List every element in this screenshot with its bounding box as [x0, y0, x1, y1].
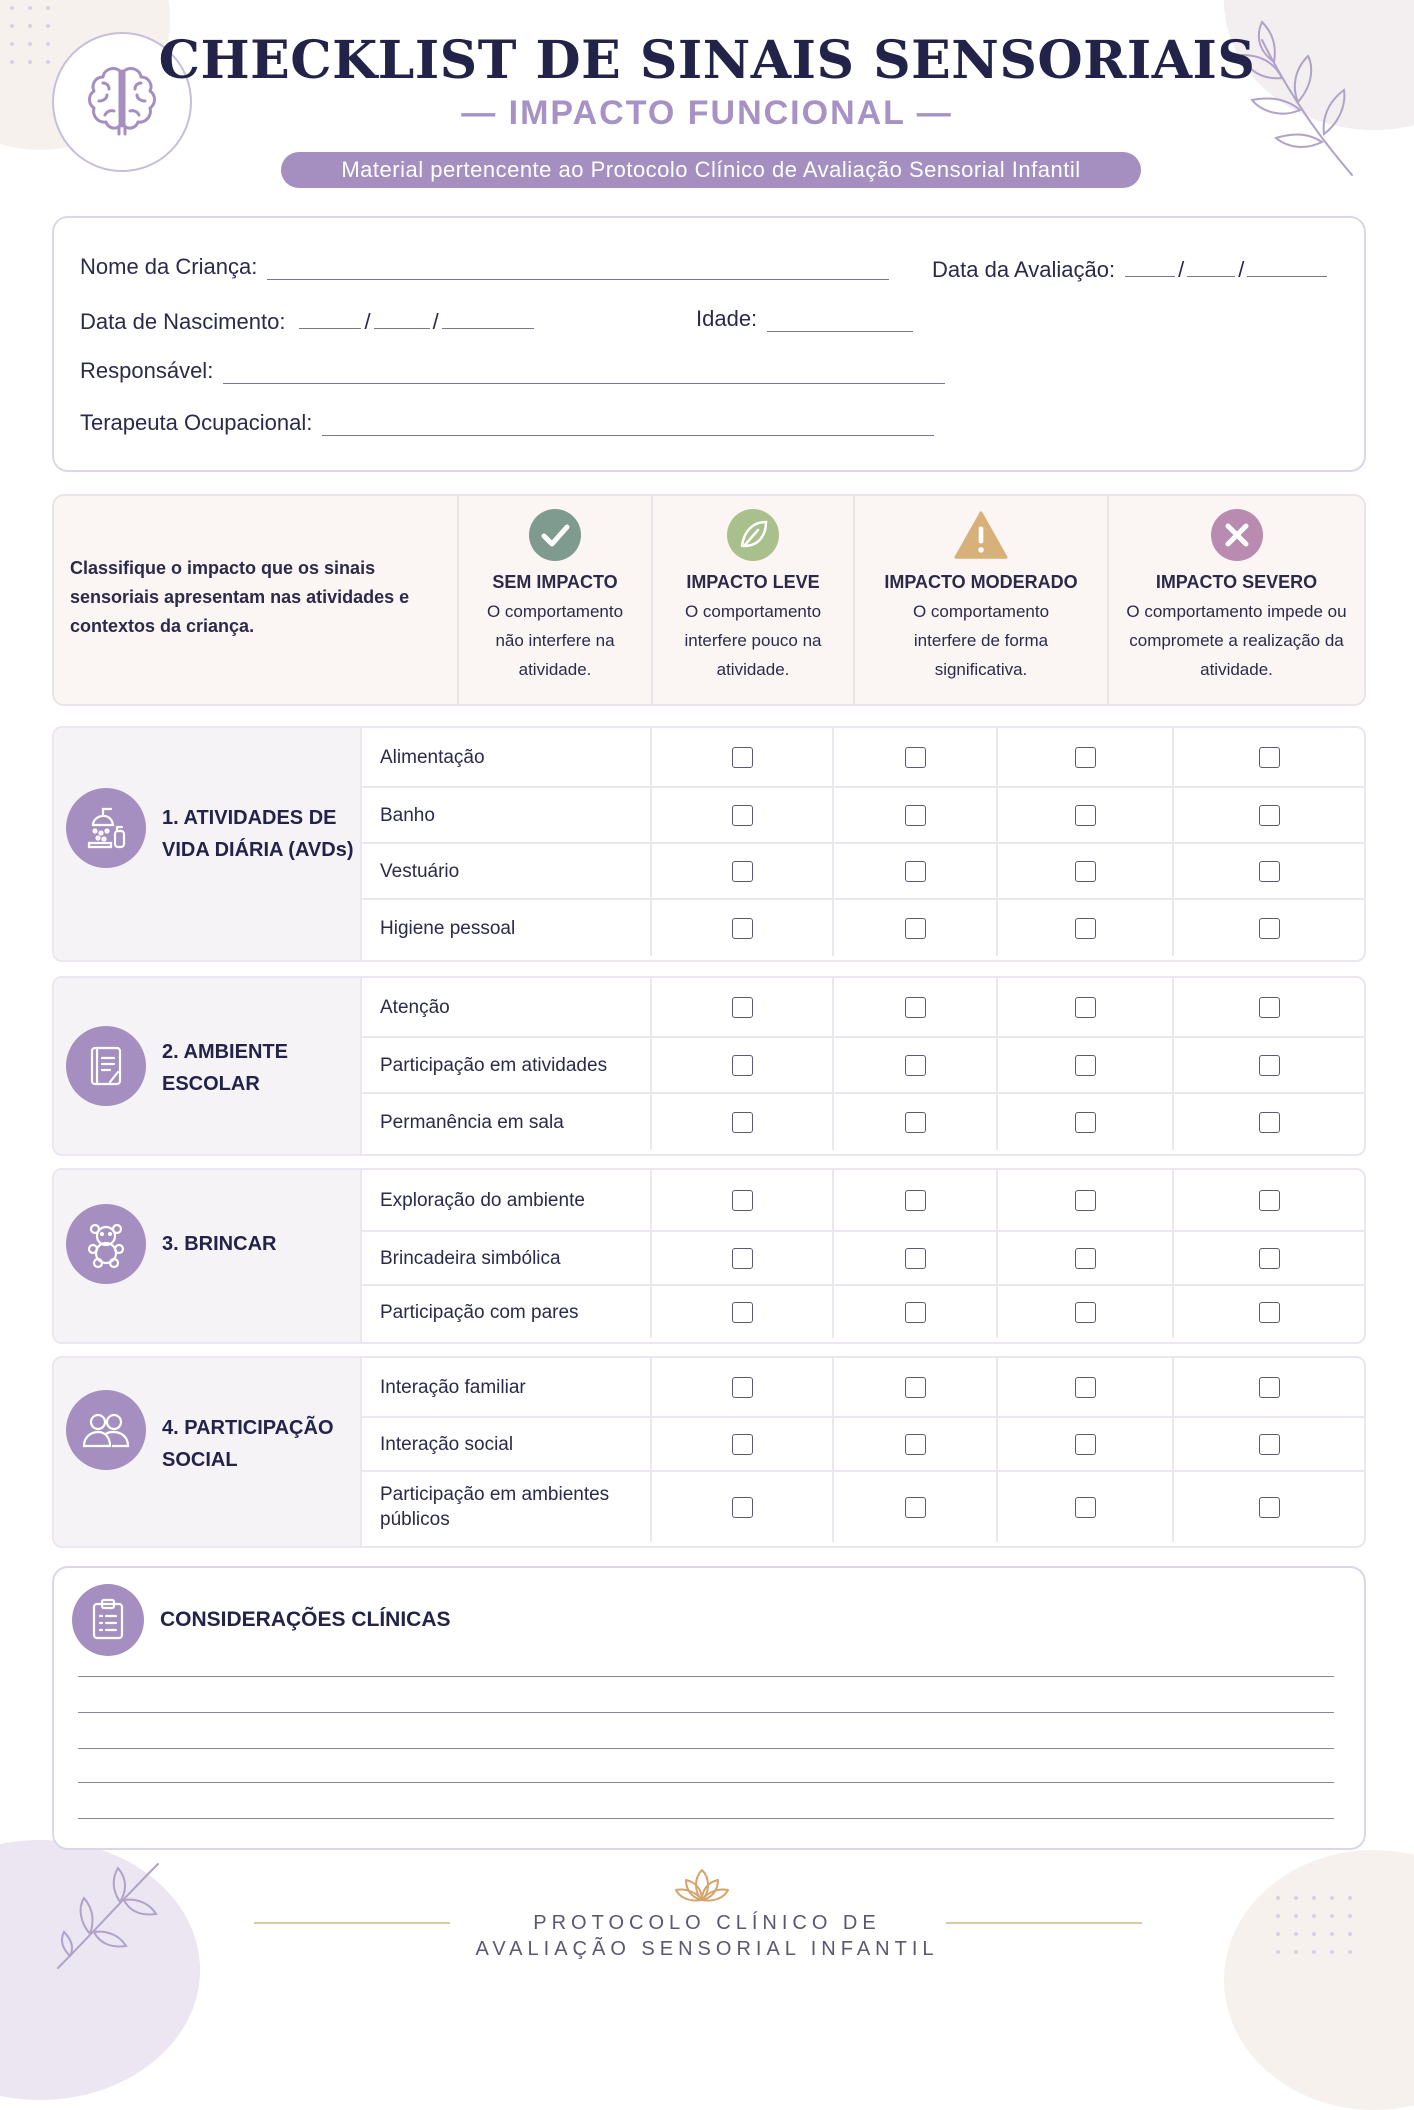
- legend-no-impact: [459, 496, 653, 704]
- table-row: [360, 1358, 1364, 1418]
- table-row: [360, 1170, 1364, 1232]
- cell-no-impact: [652, 844, 834, 898]
- table-row: [360, 1472, 1364, 1542]
- checkbox-no-impact[interactable]: [732, 1190, 753, 1211]
- leaf-icon: [726, 508, 780, 562]
- cell-moderate-impact: [998, 844, 1174, 898]
- footer-line-1: PROTOCOLO CLÍNICO DE: [533, 1912, 881, 1934]
- checkbox-no-impact[interactable]: [732, 805, 753, 826]
- checkbox-moderate-impact[interactable]: [1075, 805, 1096, 826]
- section-school: [52, 976, 1366, 1156]
- cell-no-impact: [652, 1418, 834, 1470]
- cell-severe-impact: [1174, 1094, 1364, 1150]
- checkbox-severe-impact[interactable]: [1259, 1497, 1280, 1518]
- checkbox-moderate-impact[interactable]: [1075, 1377, 1096, 1398]
- section-avds: [52, 726, 1366, 962]
- cell-no-impact: [652, 1038, 834, 1092]
- checkbox-no-impact[interactable]: [732, 1434, 753, 1455]
- warning-icon: [954, 508, 1008, 562]
- cell-severe-impact: [1174, 1232, 1364, 1284]
- checkbox-severe-impact[interactable]: [1259, 1434, 1280, 1455]
- cell-moderate-impact: [998, 728, 1174, 786]
- cell-severe-impact: [1174, 900, 1364, 956]
- checkbox-severe-impact[interactable]: [1259, 1112, 1280, 1133]
- guardian-line[interactable]: [223, 361, 945, 384]
- checkbox-light-impact[interactable]: [905, 918, 926, 939]
- row-label: Alimentação: [360, 728, 652, 786]
- checkbox-moderate-impact[interactable]: [1075, 1434, 1096, 1455]
- checkbox-moderate-impact[interactable]: [1075, 861, 1096, 882]
- cell-no-impact: [652, 900, 834, 956]
- guardian-field[interactable]: [80, 358, 945, 384]
- cell-light-impact: [834, 1286, 998, 1338]
- cell-severe-impact: [1174, 1286, 1364, 1338]
- table-row: [360, 978, 1364, 1038]
- checkbox-no-impact[interactable]: [732, 997, 753, 1018]
- section-social: [52, 1356, 1366, 1548]
- row-label: Vestuário: [360, 844, 652, 898]
- checkbox-light-impact[interactable]: [905, 1302, 926, 1323]
- impact-legend: [52, 494, 1366, 706]
- checkbox-no-impact[interactable]: [732, 1497, 753, 1518]
- birth-date-field[interactable]: Data de Nascimento: / /: [80, 306, 534, 335]
- table-row: [360, 1094, 1364, 1150]
- eval-date-label: Data da Avaliação:: [932, 257, 1116, 282]
- cell-moderate-impact: [998, 1286, 1174, 1338]
- checkbox-light-impact[interactable]: [905, 1497, 926, 1518]
- checkbox-severe-impact[interactable]: [1259, 1055, 1280, 1076]
- legend-moderate-impact: [855, 496, 1109, 704]
- cell-moderate-impact: [998, 978, 1174, 1036]
- cell-severe-impact: [1174, 1038, 1364, 1092]
- legend-severe-impact: [1109, 496, 1364, 704]
- row-label: Interação familiar: [360, 1358, 652, 1416]
- cell-moderate-impact: [998, 1038, 1174, 1092]
- table-row: [360, 1286, 1364, 1338]
- teddy-bear-icon: [66, 1204, 146, 1284]
- footer-line-2: AVALIAÇÃO SENSORIAL INFANTIL: [475, 1938, 939, 1960]
- table-row: [360, 1232, 1364, 1286]
- row-label: Participação em atividades: [360, 1038, 652, 1092]
- cell-light-impact: [834, 1038, 998, 1092]
- legend-description: O comportamento impede ou compromete a realização da atividade.: [1126, 602, 1347, 679]
- cell-light-impact: [834, 788, 998, 842]
- section-header: [54, 1358, 362, 1546]
- row-label: Exploração do ambiente: [360, 1170, 652, 1230]
- clinical-notes-box: [52, 1566, 1366, 1850]
- checkbox-moderate-impact[interactable]: [1075, 1055, 1096, 1076]
- checkbox-severe-impact[interactable]: [1259, 1377, 1280, 1398]
- section-play: [52, 1168, 1366, 1344]
- checkbox-no-impact[interactable]: [732, 1055, 753, 1076]
- checkbox-no-impact[interactable]: [732, 1112, 753, 1133]
- notes-line[interactable]: [78, 1818, 1334, 1819]
- checkbox-light-impact[interactable]: [905, 805, 926, 826]
- table-row: [360, 844, 1364, 900]
- clinical-title: CONSIDERAÇÕES CLÍNICAS: [160, 1608, 451, 1631]
- child-name-label: Nome da Criança:: [80, 254, 258, 279]
- cell-light-impact: [834, 1418, 998, 1470]
- row-label: Brincadeira simbólica: [360, 1232, 652, 1284]
- section-title: 2. AMBIENTE ESCOLAR: [162, 1041, 288, 1095]
- section-header: [54, 728, 362, 960]
- checkbox-no-impact[interactable]: [732, 1248, 753, 1269]
- check-icon: [528, 508, 582, 562]
- checkbox-no-impact[interactable]: [732, 918, 753, 939]
- cell-severe-impact: [1174, 728, 1364, 786]
- cell-severe-impact: [1174, 1170, 1364, 1230]
- notes-line[interactable]: [78, 1748, 1334, 1749]
- cell-moderate-impact: [998, 1232, 1174, 1284]
- checkbox-light-impact[interactable]: [905, 1377, 926, 1398]
- section-title: 1. ATIVIDADES DE VIDA DIÁRIA (AVDs): [162, 807, 354, 861]
- therapist-field[interactable]: [80, 410, 934, 436]
- cell-light-impact: [834, 844, 998, 898]
- table-row: [360, 900, 1364, 956]
- row-label: Permanência em sala: [360, 1094, 652, 1150]
- cell-no-impact: [652, 728, 834, 786]
- eval-date-field[interactable]: Data da Avaliação: / /: [932, 254, 1327, 283]
- checkbox-moderate-impact[interactable]: [1075, 1248, 1096, 1269]
- checkbox-severe-impact[interactable]: [1259, 805, 1280, 826]
- cell-light-impact: [834, 900, 998, 956]
- legend-description: O comportamento não interfere na atividade.: [486, 602, 624, 679]
- protocol-banner: Material pertencente ao Protocolo Clínico de Avaliação Sensorial Infantil: [281, 152, 1141, 188]
- cell-severe-impact: [1174, 844, 1364, 898]
- section-header: [54, 978, 362, 1154]
- child-name-field[interactable]: [80, 254, 889, 280]
- notes-line[interactable]: [78, 1782, 1334, 1783]
- age-label: Idade:: [696, 306, 758, 331]
- legend-description: O comportamento interfere de forma significativa.: [912, 602, 1050, 679]
- checkbox-severe-impact[interactable]: [1259, 997, 1280, 1018]
- checkbox-light-impact[interactable]: [905, 747, 926, 768]
- cell-no-impact: [652, 1232, 834, 1284]
- therapist-line[interactable]: [322, 413, 934, 436]
- table-row: [360, 1038, 1364, 1094]
- checkbox-severe-impact[interactable]: [1259, 1248, 1280, 1269]
- cell-moderate-impact: [998, 788, 1174, 842]
- row-label: Banho: [360, 788, 652, 842]
- checkbox-moderate-impact[interactable]: [1075, 997, 1096, 1018]
- legend-title: SEM IMPACTO: [492, 572, 618, 592]
- row-label: Atenção: [360, 978, 652, 1036]
- legend-description: O comportamento interfere pouco na atividade.: [684, 602, 822, 679]
- cell-light-impact: [834, 1358, 998, 1416]
- checkbox-moderate-impact[interactable]: [1075, 918, 1096, 939]
- cell-no-impact: [652, 978, 834, 1036]
- checkbox-moderate-impact[interactable]: [1075, 747, 1096, 768]
- checkbox-light-impact[interactable]: [905, 1055, 926, 1076]
- cell-moderate-impact: [998, 900, 1174, 956]
- cell-light-impact: [834, 1232, 998, 1284]
- legend-instructions: Classifique o impacto que os sinais sensoriais apresentam nas atividades e contextos da criança.: [54, 496, 459, 704]
- legend-title: IMPACTO LEVE: [686, 572, 820, 592]
- cell-no-impact: [652, 1472, 834, 1542]
- shower-icon: [66, 788, 146, 868]
- page-title: CHECKLIST DE SINAIS SENSORIAIS: [158, 30, 1256, 91]
- identification-form: [52, 216, 1366, 472]
- cell-no-impact: [652, 788, 834, 842]
- checkbox-no-impact[interactable]: [732, 861, 753, 882]
- checkbox-severe-impact[interactable]: [1259, 747, 1280, 768]
- row-label: Participação em ambientes públicos: [360, 1472, 652, 1542]
- page-subtitle: — IMPACTO FUNCIONAL —: [461, 94, 953, 132]
- cell-light-impact: [834, 728, 998, 786]
- cell-light-impact: [834, 978, 998, 1036]
- age-field[interactable]: [696, 306, 913, 332]
- lotus-icon: [672, 1866, 732, 1906]
- cell-no-impact: [652, 1286, 834, 1338]
- cell-severe-impact: [1174, 978, 1364, 1036]
- checkbox-no-impact[interactable]: [732, 747, 753, 768]
- cell-moderate-impact: [998, 1472, 1174, 1542]
- cell-severe-impact: [1174, 1418, 1364, 1470]
- cell-light-impact: [834, 1170, 998, 1230]
- checkbox-light-impact[interactable]: [905, 1190, 926, 1211]
- checkbox-light-impact[interactable]: [905, 861, 926, 882]
- checkbox-severe-impact[interactable]: [1259, 918, 1280, 939]
- guardian-label: Responsável:: [80, 358, 214, 383]
- cell-moderate-impact: [998, 1358, 1174, 1416]
- checkbox-light-impact[interactable]: [905, 997, 926, 1018]
- checkbox-severe-impact[interactable]: [1259, 1190, 1280, 1211]
- x-icon: [1210, 508, 1264, 562]
- table-row: [360, 1418, 1364, 1472]
- cell-moderate-impact: [998, 1094, 1174, 1150]
- clipboard-icon: [72, 1584, 144, 1656]
- checkbox-no-impact[interactable]: [732, 1302, 753, 1323]
- notebook-icon: [66, 1026, 146, 1106]
- checkbox-light-impact[interactable]: [905, 1248, 926, 1269]
- therapist-label: Terapeuta Ocupacional:: [80, 410, 313, 435]
- section-title: 4. PARTICIPAÇÃO SOCIAL: [162, 1417, 334, 1471]
- checkbox-severe-impact[interactable]: [1259, 1302, 1280, 1323]
- checkbox-light-impact[interactable]: [905, 1112, 926, 1133]
- table-row: [360, 728, 1364, 788]
- checkbox-no-impact[interactable]: [732, 1377, 753, 1398]
- section-title: 3. BRINCAR: [162, 1233, 277, 1255]
- notes-line[interactable]: [78, 1676, 1334, 1677]
- checkbox-moderate-impact[interactable]: [1075, 1302, 1096, 1323]
- legend-light-impact: [653, 496, 855, 704]
- cell-light-impact: [834, 1094, 998, 1150]
- checkbox-light-impact[interactable]: [905, 1434, 926, 1455]
- section-header: [54, 1170, 362, 1342]
- row-label: Interação social: [360, 1418, 652, 1470]
- table-row: [360, 788, 1364, 844]
- cell-light-impact: [834, 1472, 998, 1542]
- checkbox-severe-impact[interactable]: [1259, 861, 1280, 882]
- checkbox-moderate-impact[interactable]: [1075, 1112, 1096, 1133]
- cell-severe-impact: [1174, 788, 1364, 842]
- cell-no-impact: [652, 1094, 834, 1150]
- cell-severe-impact: [1174, 1472, 1364, 1542]
- legend-title: IMPACTO MODERADO: [884, 572, 1078, 592]
- checkbox-moderate-impact[interactable]: [1075, 1497, 1096, 1518]
- cell-no-impact: [652, 1358, 834, 1416]
- age-line[interactable]: [767, 309, 913, 332]
- legend-title: IMPACTO SEVERO: [1155, 572, 1318, 592]
- decor-blob-bottom-right: [1224, 1850, 1414, 2110]
- cell-moderate-impact: [998, 1170, 1174, 1230]
- people-icon: [66, 1390, 146, 1470]
- row-label: Higiene pessoal: [360, 900, 652, 956]
- cell-severe-impact: [1174, 1358, 1364, 1416]
- birth-date-label: Data de Nascimento:: [80, 309, 286, 334]
- checkbox-moderate-impact[interactable]: [1075, 1190, 1096, 1211]
- child-name-line[interactable]: [267, 257, 889, 280]
- cell-no-impact: [652, 1170, 834, 1230]
- row-label: Participação com pares: [360, 1286, 652, 1338]
- notes-line[interactable]: [78, 1712, 1334, 1713]
- cell-moderate-impact: [998, 1418, 1174, 1470]
